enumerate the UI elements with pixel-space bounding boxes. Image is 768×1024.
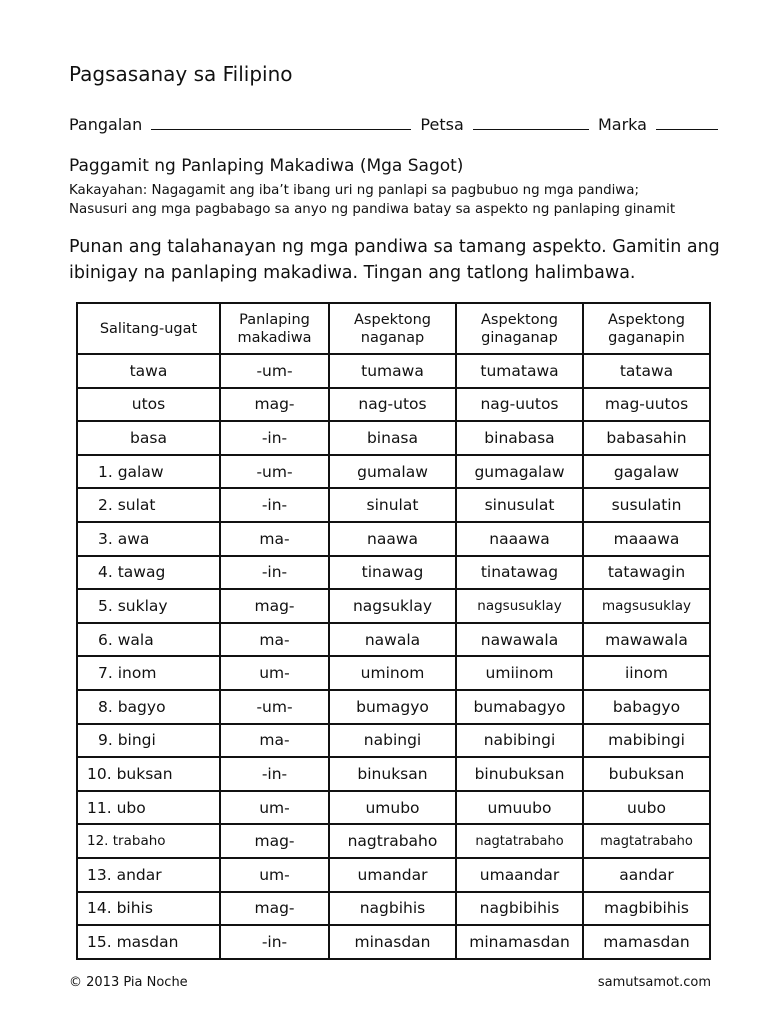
cell-past: nag-utos [329,388,456,422]
table-row [77,421,710,455]
score-label: Marka [597,115,647,134]
cell-present: naaawa [456,522,583,556]
cell-past: binuksan [329,757,456,791]
cell-past: uminom [329,656,456,690]
cell-past: umandar [329,858,456,892]
cell-future: mawawala [583,623,710,657]
cell-root: basa [77,421,220,455]
cell-future: mabibingi [583,724,710,758]
cell-affix: -um- [220,354,329,388]
cell-root: 10. buksan [77,757,220,791]
cell-root: 1. galaw [77,455,220,489]
cell-present: umuubo [456,791,583,825]
cell-present: tinatawag [456,556,583,590]
cell-present: nabibingi [456,724,583,758]
table-row [77,824,710,858]
header-past: Aspektong naganap [329,303,456,354]
name-blank [151,113,411,130]
cell-present: nagtatrabaho [456,824,583,858]
header-root: Salitang-ugat [77,303,220,354]
table-header-row [77,303,710,354]
cell-present: sinusulat [456,488,583,522]
cell-affix: mag- [220,892,329,926]
cell-affix: -um- [220,455,329,489]
cell-root: 6. wala [77,623,220,657]
cell-present: gumagalaw [456,455,583,489]
cell-root: 4. tawag [77,556,220,590]
cell-past: nawala [329,623,456,657]
table-row [77,354,710,388]
cell-present: binubuksan [456,757,583,791]
cell-future: aandar [583,858,710,892]
cell-root: 9. bingi [77,724,220,758]
cell-present: umaandar [456,858,583,892]
cell-future: iinom [583,656,710,690]
cell-affix: -in- [220,421,329,455]
cell-affix: -in- [220,488,329,522]
cell-affix: um- [220,656,329,690]
cell-affix: -in- [220,757,329,791]
table-row [77,690,710,724]
cell-affix: ma- [220,623,329,657]
cell-future: mamasdan [583,925,710,959]
skills-text [69,181,759,219]
table-row [77,892,710,926]
cell-affix: um- [220,791,329,825]
cell-future: maaawa [583,522,710,556]
score-blank [656,113,718,130]
cell-future: magsusuklay [583,589,710,623]
cell-future: magbibihis [583,892,710,926]
cell-present: umiinom [456,656,583,690]
cell-root: 7. inom [77,656,220,690]
cell-future: bubuksan [583,757,710,791]
cell-root: 13. andar [77,858,220,892]
table-row [77,724,710,758]
header-affix: Panlaping makadiwa [220,303,329,354]
skills-line-2: Nasusuri ang mga pagbabago sa anyo ng pandiwa batay sa aspekto ng panlaping ginamit [69,202,676,217]
table-row [77,858,710,892]
cell-past: bumagyo [329,690,456,724]
cell-present: minamasdan [456,925,583,959]
cell-past: nagsuklay [329,589,456,623]
cell-future: tatawa [583,354,710,388]
cell-present: nagsusuklay [456,589,583,623]
table-row [77,757,710,791]
footer-copyright: © 2013 Pia Noche [69,975,188,990]
footer-site: samutsamot.com [597,975,711,990]
cell-present: bumabagyo [456,690,583,724]
table-row [77,455,710,489]
cell-future: babasahin [583,421,710,455]
cell-affix: mag- [220,824,329,858]
cell-future: magtatrabaho [583,824,710,858]
table-row [77,791,710,825]
cell-future: susulatin [583,488,710,522]
cell-present: tumatawa [456,354,583,388]
cell-affix: um- [220,858,329,892]
cell-affix: -um- [220,690,329,724]
cell-future: mag-uutos [583,388,710,422]
name-label: Pangalan [69,115,143,134]
cell-affix: mag- [220,388,329,422]
cell-affix: ma- [220,522,329,556]
cell-present: nawawala [456,623,583,657]
page-title: Pagsasanay sa Filipino [69,62,293,86]
date-blank [473,113,589,130]
instructions: Punan ang talahanayan ng mga pandiwa sa tamang aspekto. Gamitin ang ibinigay na panlaping makadiwa. Tingan ang tatlong halimbawa. [69,237,720,283]
cell-present: nagbibihis [456,892,583,926]
cell-affix: mag- [220,589,329,623]
table-row [77,556,710,590]
table-row [77,522,710,556]
table-row [77,623,710,657]
cell-present: nag-uutos [456,388,583,422]
table-row [77,488,710,522]
cell-root: 3. awa [77,522,220,556]
cell-future: gagalaw [583,455,710,489]
cell-affix: -in- [220,556,329,590]
cell-root: 15. masdan [77,925,220,959]
cell-root: 12. trabaho [77,824,220,858]
table-row [77,589,710,623]
cell-past: naawa [329,522,456,556]
cell-root: 14. bihis [77,892,220,926]
cell-root: utos [77,388,220,422]
cell-future: uubo [583,791,710,825]
cell-affix: ma- [220,724,329,758]
cell-past: umubo [329,791,456,825]
header-present: Aspektong ginaganap [456,303,583,354]
cell-root: 5. suklay [77,589,220,623]
cell-past: nagtrabaho [329,824,456,858]
table-row [77,925,710,959]
date-label: Petsa [420,115,464,134]
cell-past: minasdan [329,925,456,959]
cell-root: 11. ubo [77,791,220,825]
cell-affix: -in- [220,925,329,959]
cell-past: tumawa [329,354,456,388]
cell-past: sinulat [329,488,456,522]
lesson-title: Paggamit ng Panlaping Makadiwa (Mga Sagot) [69,156,464,176]
cell-past: gumalaw [329,455,456,489]
cell-root: tawa [77,354,220,388]
cell-past: tinawag [329,556,456,590]
cell-past: binasa [329,421,456,455]
skills-line-1: Kakayahan: Nagagamit ang iba’t ibang uri ng panlapi sa pagbubuo ng mga pandiwa; [69,183,639,198]
answer-table [76,302,711,960]
cell-present: binabasa [456,421,583,455]
table-row [77,388,710,422]
student-fields [69,113,722,134]
cell-future: tatawagin [583,556,710,590]
cell-future: babagyo [583,690,710,724]
cell-past: nabingi [329,724,456,758]
cell-past: nagbihis [329,892,456,926]
header-future: Aspektong gaganapin [583,303,710,354]
cell-root: 2. sulat [77,488,220,522]
cell-root: 8. bagyo [77,690,220,724]
table-row [77,656,710,690]
